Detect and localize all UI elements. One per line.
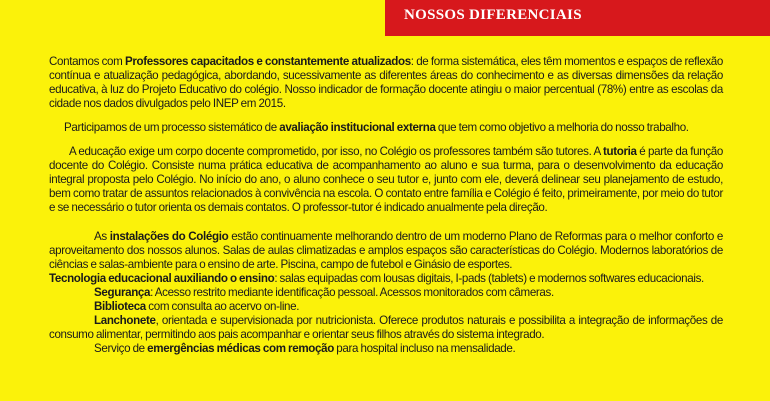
item-seguranca-bold: Segurança bbox=[94, 286, 151, 299]
content-body bbox=[49, 55, 723, 356]
p3-rest: é parte da função docente do Colégio. Consiste numa prática educativa de acompanhamento ao aluno e sua turma, para o desenvolvimento da educação integral proposta pelo Colégio. No início do ano, o aluno conhece o seu tutor e, junto com ele, deverá delinear seu planejamento de estudo, bem como tratar de assuntos relacionados à convivência na escola. O contato entre família e Colégio é feito, primeiramente, por meio do tutor e se necessário o tutor orienta os demais contatos. O professor-tutor é indicado anualmente pela direção. bbox=[49, 145, 723, 214]
p4-intro: As bbox=[94, 230, 110, 243]
item-tecnologia bbox=[49, 272, 723, 286]
item-seguranca-text: : Acesso restrito mediante identificação pessoal. Acessos monitorados com câmeras. bbox=[150, 286, 554, 299]
p4-bold: instalações do Colégio bbox=[109, 230, 229, 243]
p1-intro: Contamos com bbox=[49, 55, 125, 68]
paragraph-avaliacao bbox=[49, 121, 723, 135]
item-tecnologia-text: : salas equipadas com lousas digitais, I-pads (tablets) e modernos softwares educacionais. bbox=[274, 272, 704, 285]
p2-rest: que tem como objetivo a melhoria do nosso trabalho. bbox=[435, 121, 689, 134]
p1-bold: Professores capacitados e constantemente atualizados bbox=[124, 55, 411, 68]
p3-bold: tutoria bbox=[602, 145, 637, 158]
paragraph-tutoria bbox=[49, 145, 723, 215]
p5-rest: para hospital incluso na mensalidade. bbox=[333, 342, 516, 355]
p2-intro: Participamos de um processo sistemático de bbox=[64, 121, 280, 134]
p1-rest: : de forma sistemática, eles têm momentos e espaços de reflexão contínua e atualização pedagógica, abordando, sucessivamente as diferentes áreas do conhecimento e as diversas dimensões da relação educativa, à luz do Projeto Educativo do colégio. Nosso indicador de formação docente atingiu o maior percentual (78%) entre as escolas da cidade nos dados divulgados pelo INEP em 2015. bbox=[49, 55, 723, 110]
item-biblioteca-text: com consulta ao acervo on-line. bbox=[145, 300, 300, 313]
item-lanchonete-text: , orientada e supervisionada por nutricionista. Oferece produtos naturais e possibilita a integração de informações de consumo alimentar, permitindo aos pais acompanhar e orientar seus filhos através do sistema integrado. bbox=[49, 314, 723, 341]
p5-intro: Serviço de bbox=[94, 342, 148, 355]
section-title: NOSSOS DIFERENCIAIS bbox=[404, 7, 582, 23]
p5-bold: emergências médicas com remoção bbox=[147, 342, 334, 355]
item-emergencias bbox=[49, 342, 723, 356]
item-seguranca bbox=[49, 286, 723, 300]
item-biblioteca bbox=[49, 300, 723, 314]
item-tecnologia-bold: Tecnologia educacional auxiliando o ensino bbox=[49, 272, 275, 285]
p3-intro: A educação exige um corpo docente comprometido, por isso, no Colégio os professores também são tutores. A bbox=[69, 145, 603, 158]
paragraph-instalacoes bbox=[49, 230, 723, 272]
paragraph-professores bbox=[49, 55, 723, 111]
item-lanchonete bbox=[49, 314, 723, 342]
item-biblioteca-bold: Biblioteca bbox=[94, 300, 146, 313]
p4-rest: estão continuamente melhorando dentro de um moderno Plano de Reformas para o melhor conforto e aproveitamento dos nossos alunos. Salas de aulas climatizadas e amplos espaços são características do Colégio. Modernos laboratórios de ciências e salas-ambiente para o ensino de arte. Piscina, campo de futebol e Ginásio de esportes. bbox=[49, 230, 724, 271]
item-lanchonete-bold: Lanchonete bbox=[94, 314, 156, 327]
p2-bold: avaliação institucional externa bbox=[279, 121, 436, 134]
